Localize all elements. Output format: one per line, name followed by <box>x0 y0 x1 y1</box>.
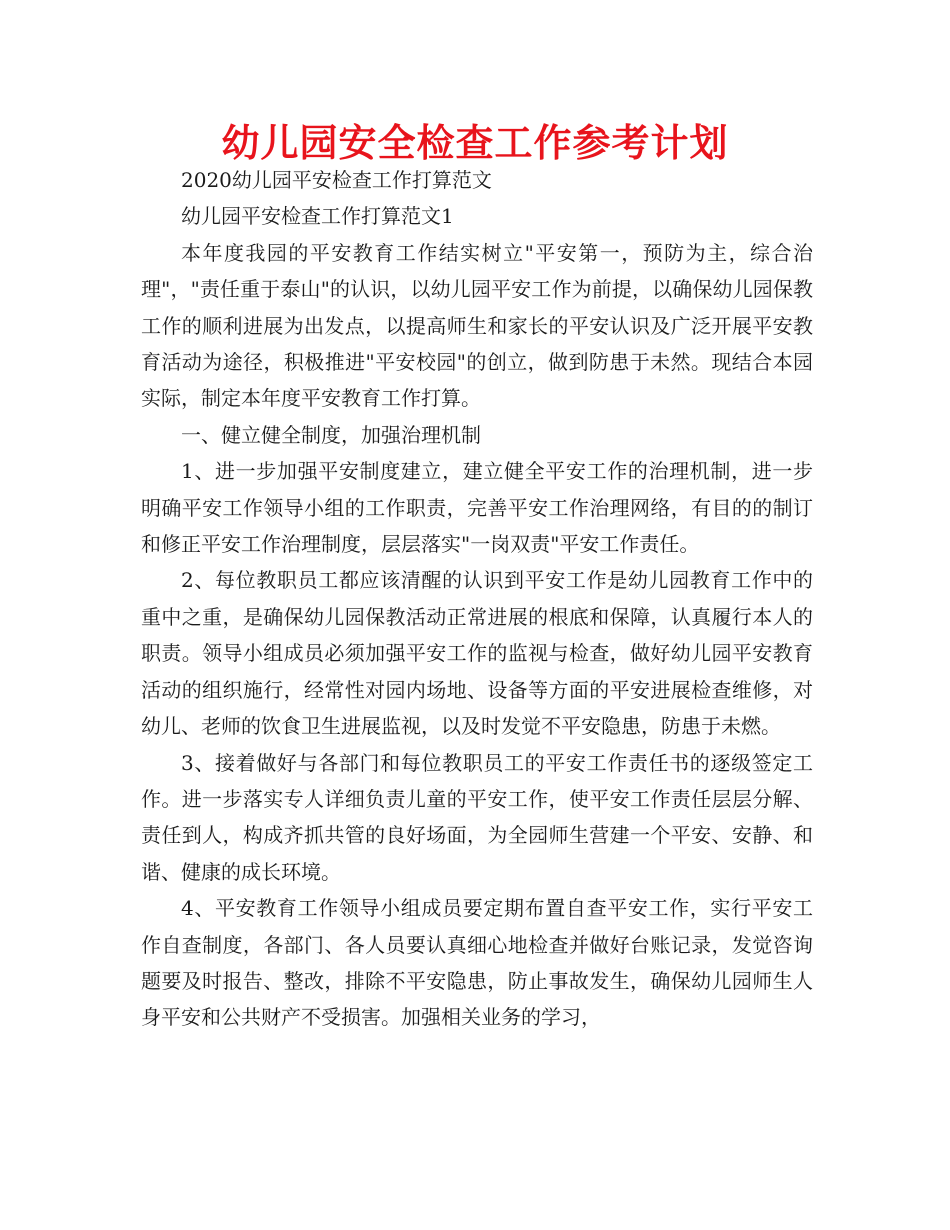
document-title: 幼儿园安全检查工作参考计划 <box>221 121 729 165</box>
paragraph-section-heading: 一、健立健全制度，加强治理机制 <box>181 422 481 447</box>
paragraph-item-2: 2、每位教职员工都应该清醒的认识到平安工作是幼儿园教育工作中的重中之重，是确保幼儿园保教活动正常进展的根底和保障，认真履行本人的职责。领导小组成员必须加强平安工作的监视与检查，做好幼儿园平安教育活动的组织施行，经常性对园内场地、设备等方面的平安进展检查维修，对幼儿、老师的饮食卫生进展监视，以及时发觉不平安隐患，防患于未燃。 <box>141 568 813 739</box>
paragraph-item-3: 3、接着做好与各部门和每位教职员工的平安工作责任书的逐级签定工作。进一步落实专人详细负责儿童的平安工作，使平安工作责任层层分解、责任到人，构成齐抓共管的良好场面，为全园师生营建一个平安、安静、和谐、健康的成长环境。 <box>141 750 813 884</box>
paragraph-intro: 本年度我园的平安教育工作结实树立"平安第一，预防为主，综合治理"，"责任重于泰山"的认识，以幼儿园平安工作为前提，以确保幼儿园保教工作的顺利进展为出发点，以提高师生和家长的平安认识及广泛开展平安教育活动为途径，积极推进"平安校园"的创立，做到防患于未然。现结合本园实际，制定本年度平安教育工作打算。 <box>141 240 813 411</box>
paragraph-subtitle: 2020幼儿园平安检查工作打算范文 <box>181 168 492 192</box>
paragraph-heading: 幼儿园平安检查工作打算范文1 <box>181 204 454 229</box>
paragraph-item-4: 4、平安教育工作领导小组成员要定期布置自查平安工作，实行平安工作自查制度，各部门、各人员要认真细心地检查并做好台账记录，发觉咨询题要及时报告、整改，排除不平安隐患，防止事故发生，确保幼儿园师生人身平安和公共财产不受损害。加强相关业务的学习， <box>141 896 813 1030</box>
document-body <box>141 162 813 1036</box>
paragraph-item-1: 1、进一步加强平安制度建立，建立健全平安工作的治理机制，进一步明确平安工作领导小组的工作职责，完善平安工作治理网络，有目的的制订和修正平安工作治理制度，层层落实"一岗双责"平安工作责任。 <box>141 459 813 557</box>
